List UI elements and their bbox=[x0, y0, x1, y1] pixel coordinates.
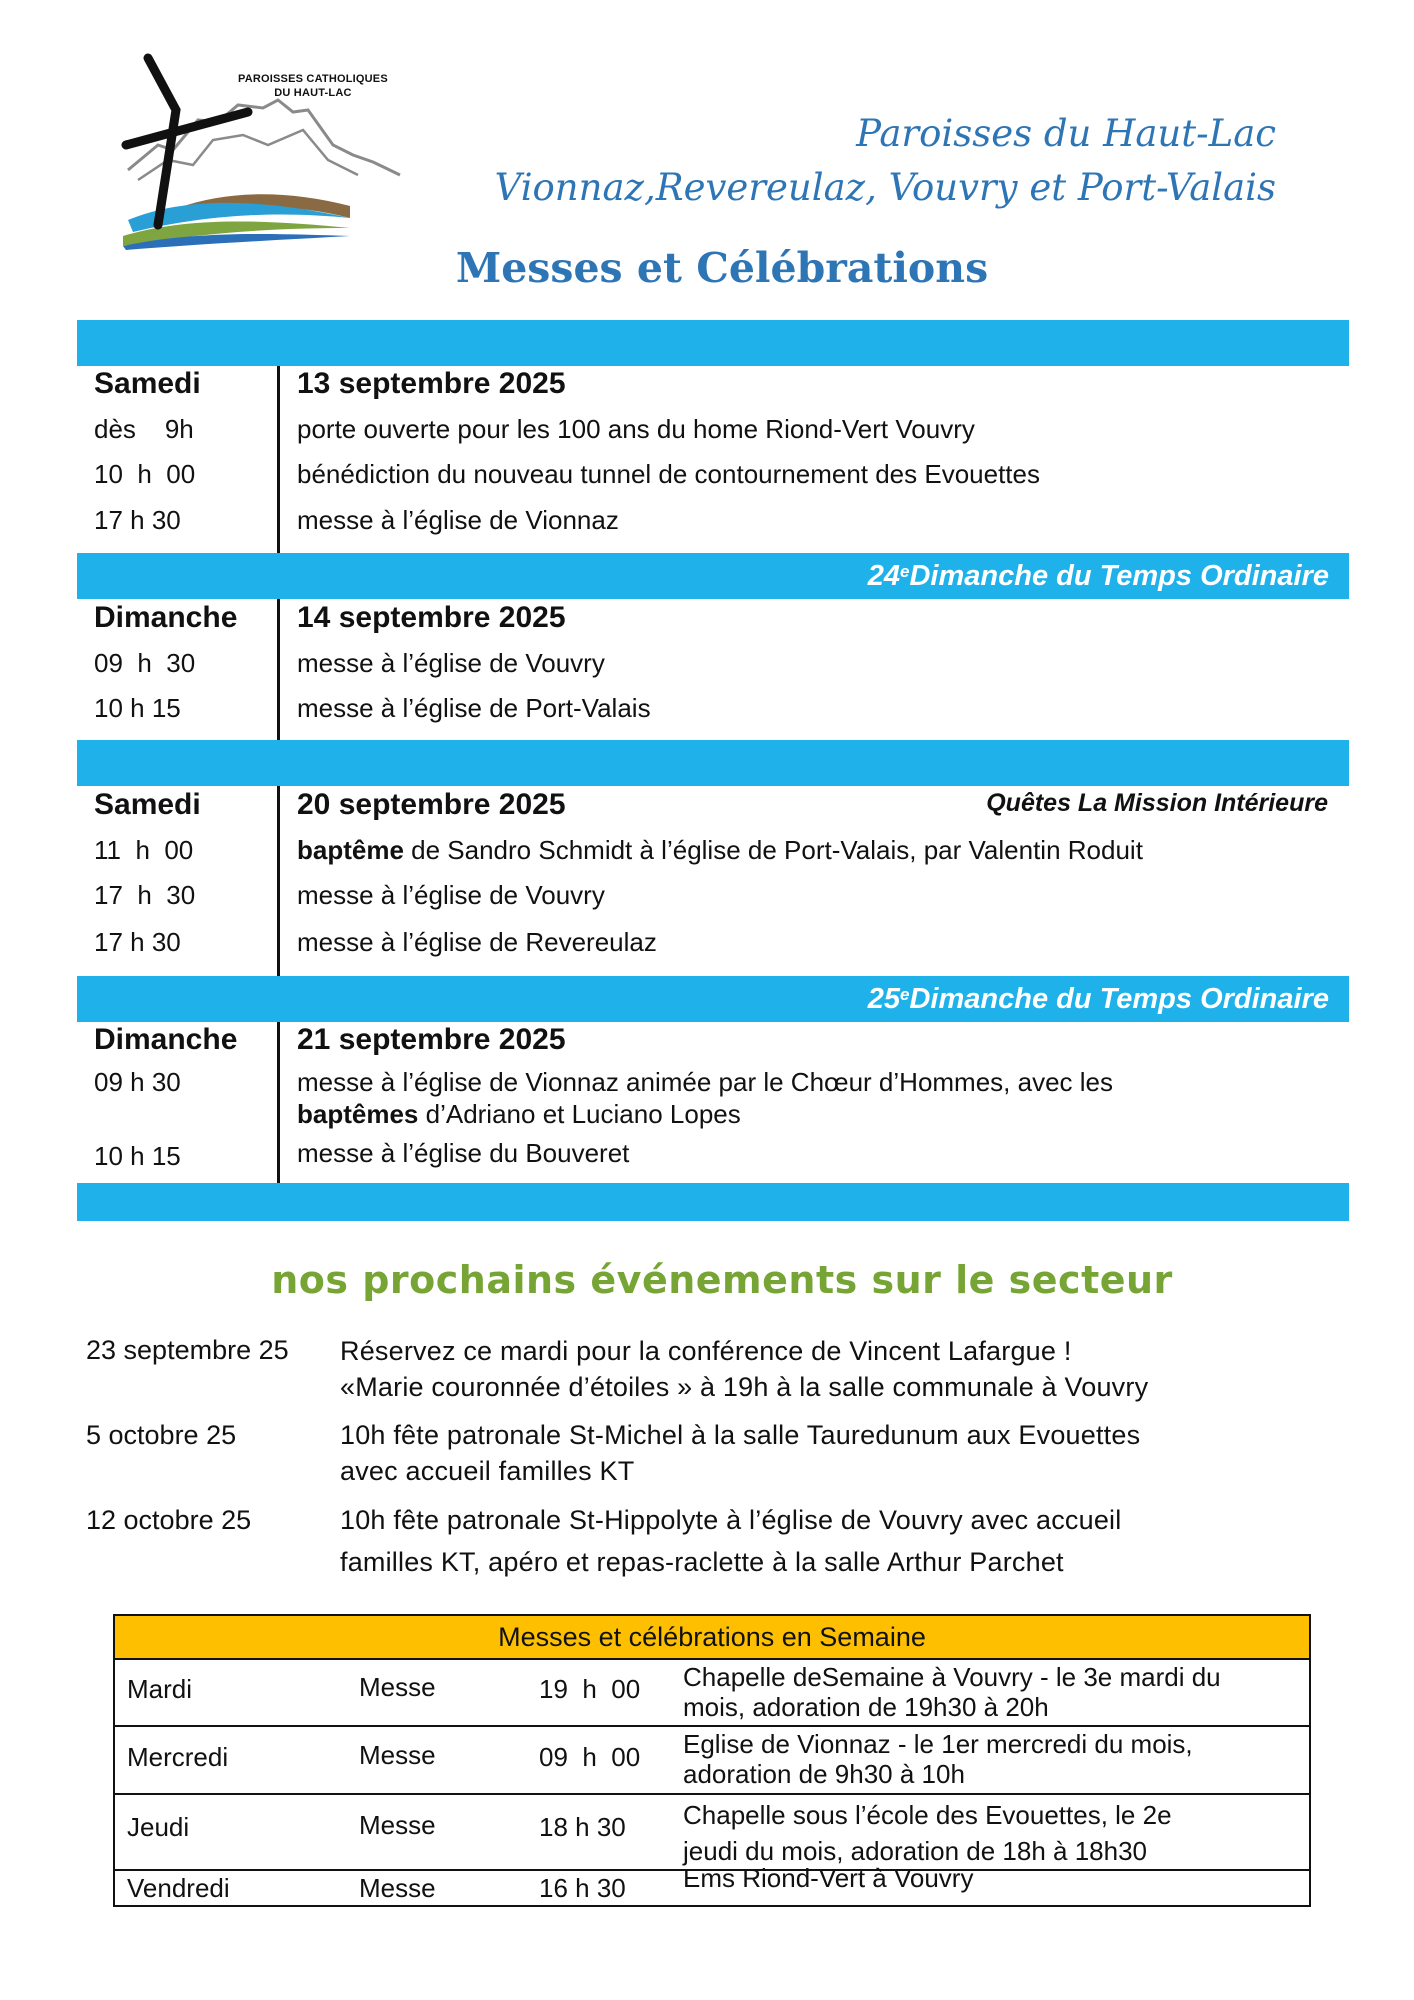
collection-note: Quêtes La Mission Intérieure bbox=[986, 789, 1328, 817]
row-place: Chapelle sous l’école des Evouettes, le 2e jeudi du mois, adoration de 18h à 18h30 bbox=[683, 1800, 1172, 1866]
entry-desc: messe à l’église du Bouveret bbox=[297, 1138, 630, 1168]
event-text: 10h fête patronale St-Michel à la salle Tauredunum aux Evouettes avec accueil familles KT bbox=[340, 1420, 1141, 1486]
weekly-table-header: Messes et célébrations en Semaine bbox=[115, 1616, 1309, 1660]
entry-desc: messe à l’église de Revereulaz bbox=[297, 927, 657, 957]
table-row bbox=[115, 1727, 1309, 1795]
entry-time: 17 h 30 bbox=[94, 880, 196, 910]
row-time: 19 h 00 bbox=[539, 1674, 641, 1704]
event-text: Réservez ce mardi pour la conférence de Vincent Lafargue ! «Marie couronnée d’étoiles » à 19h à la salle communale à Vouvry bbox=[340, 1336, 1149, 1402]
row-day: Mardi bbox=[127, 1674, 193, 1704]
entry-time: dès 9h bbox=[94, 414, 194, 444]
header-parishes: Paroisses du Haut-Lac bbox=[856, 112, 1276, 155]
row-type: Messe bbox=[359, 1672, 436, 1702]
band-label: 25 $^e$ Dimanche du Temps Ordinaire bbox=[867, 982, 1329, 1015]
row-day: Jeudi bbox=[127, 1812, 190, 1842]
section-band bbox=[77, 740, 1349, 786]
header-villages: Vionnaz,Revereulaz, Vouvry et Port-Valais bbox=[494, 166, 1276, 209]
section-band bbox=[77, 1183, 1349, 1221]
entry-time: 09 h 30 bbox=[94, 648, 196, 678]
entry-time: 10 h 15 bbox=[94, 1141, 181, 1171]
row-place: Eglise de Vionnaz - le 1er mercredi du mois, adoration de 9h30 à 10h bbox=[683, 1729, 1193, 1789]
entry-desc-continued: baptêmes d’Adriano et Luciano Lopes bbox=[297, 1099, 741, 1129]
block-day: Dimanche bbox=[94, 1023, 238, 1056]
entry-time: 11 h 00 bbox=[94, 835, 194, 865]
event-date: 23 septembre 25 bbox=[86, 1335, 289, 1365]
entry-time: 10 h 00 bbox=[94, 459, 196, 489]
entry-time: 17 h 30 bbox=[94, 927, 181, 957]
section-band-25th-sunday bbox=[77, 976, 1349, 1022]
event-date: 12 octobre 25 bbox=[86, 1505, 252, 1535]
entry-desc: messe à l’église de Vionnaz bbox=[297, 505, 619, 535]
page-title: Messes et Célébrations bbox=[455, 244, 989, 292]
block-date: 21 septembre 2025 bbox=[297, 1023, 566, 1056]
row-type: Messe bbox=[359, 1873, 436, 1903]
row-day: Mercredi bbox=[127, 1742, 229, 1772]
event-text: 10h fête patronale St-Hippolyte à l’église de Vouvry avec accueil familles KT, apéro et repas-raclette à la salle Arthur Parchet bbox=[340, 1505, 1122, 1577]
row-time: 16 h 30 bbox=[539, 1873, 626, 1903]
row-type: Messe bbox=[359, 1740, 436, 1770]
table-row bbox=[115, 1660, 1309, 1727]
entry-time: 10 h 15 bbox=[94, 693, 181, 723]
block-date: 20 septembre 2025 bbox=[297, 788, 566, 821]
entry-desc: bénédiction du nouveau tunnel de contournement des Evouettes bbox=[297, 459, 1040, 489]
entry-desc: messe à l’église de Port-Valais bbox=[297, 693, 651, 723]
block-date: 13 septembre 2025 bbox=[297, 367, 566, 400]
table-row bbox=[115, 1795, 1309, 1871]
section-band bbox=[77, 320, 1349, 366]
row-time: 09 h 00 bbox=[539, 1742, 641, 1772]
band-label: 24 $^e$ Dimanche du Temps Ordinaire bbox=[867, 559, 1329, 592]
row-place: Chapelle deSemaine à Vouvry - le 3e mardi du mois, adoration de 19h30 à 20h bbox=[683, 1662, 1221, 1722]
events-title: nos prochains événements sur le secteur bbox=[271, 1258, 1173, 1302]
entry-desc: porte ouverte pour les 100 ans du home Riond-Vert Vouvry bbox=[297, 414, 975, 444]
weekly-schedule-table bbox=[113, 1614, 1311, 1907]
logo-text: PAROISSES CATHOLIQUES DU HAUT-LAC bbox=[238, 73, 388, 99]
table-row bbox=[115, 1863, 1309, 1905]
row-type: Messe bbox=[359, 1810, 436, 1840]
block-date: 14 septembre 2025 bbox=[297, 601, 566, 634]
entry-desc: messe à l’église de Vionnaz animée par le Chœur d’Hommes, avec les bbox=[297, 1067, 1114, 1097]
column-divider bbox=[277, 366, 280, 553]
block-day: Samedi bbox=[94, 367, 201, 400]
entry-desc: messe à l’église de Vouvry bbox=[297, 880, 605, 910]
entry-time: 17 h 30 bbox=[94, 505, 181, 535]
column-divider bbox=[277, 599, 280, 740]
column-divider bbox=[277, 786, 280, 976]
row-place: Ems Riond-Vert à Vouvry bbox=[683, 1863, 974, 1893]
block-day: Samedi bbox=[94, 788, 201, 821]
event-date: 5 octobre 25 bbox=[86, 1420, 237, 1450]
entry-desc: messe à l’église de Vouvry bbox=[297, 648, 605, 678]
entry-time: 09 h 30 bbox=[94, 1067, 181, 1097]
block-day: Dimanche bbox=[94, 601, 238, 634]
row-day: Vendredi bbox=[127, 1873, 230, 1903]
row-time: 18 h 30 bbox=[539, 1812, 626, 1842]
section-band-24th-sunday bbox=[77, 553, 1349, 599]
column-divider bbox=[277, 1022, 280, 1183]
entry-desc: baptême de Sandro Schmidt à l’église de Port-Valais, par Valentin Roduit bbox=[297, 835, 1143, 865]
